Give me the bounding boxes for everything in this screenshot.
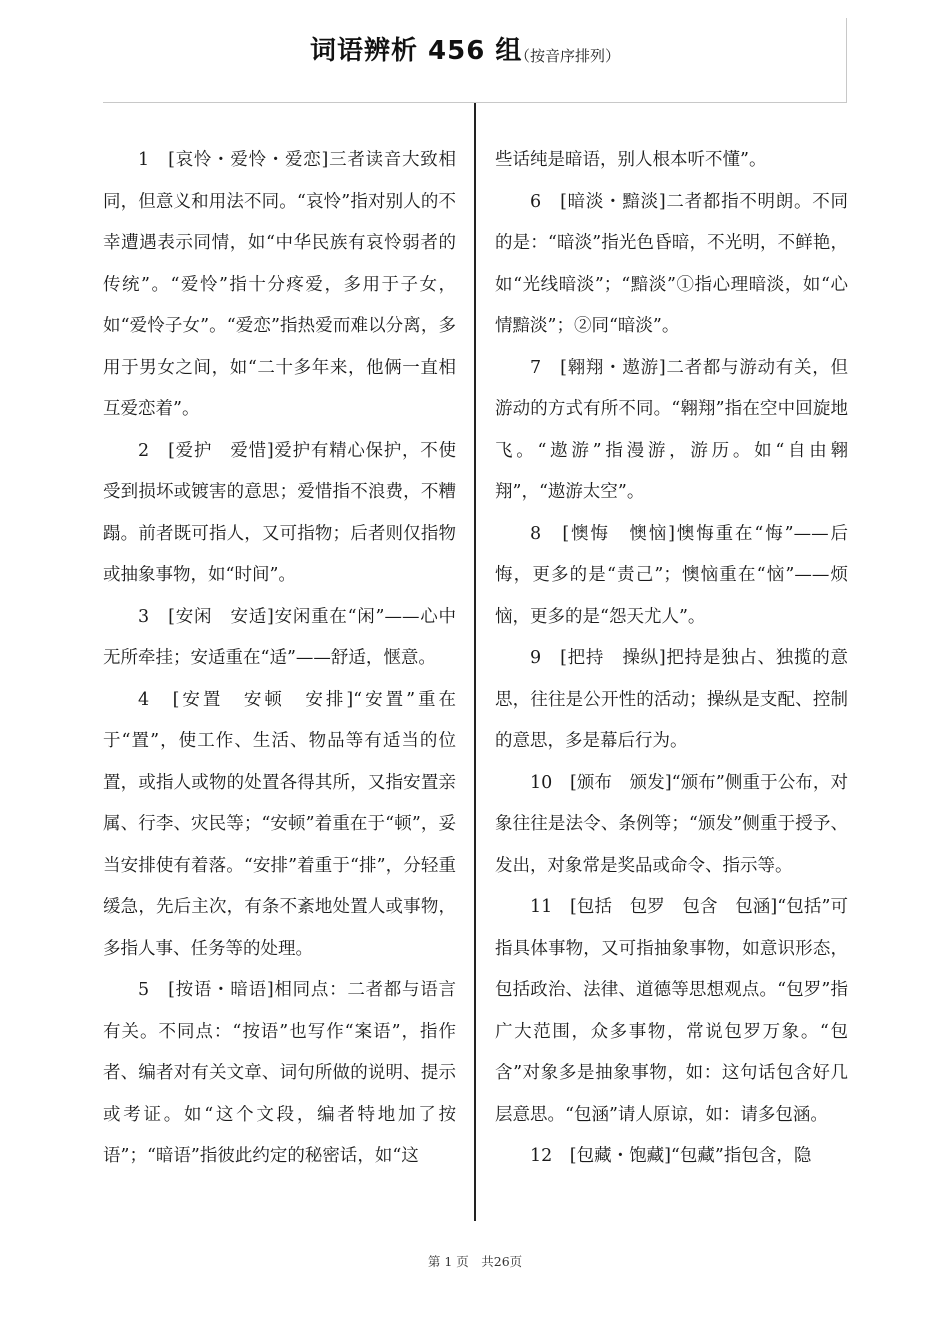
entry-4: 4 [安置 安顿 安排]“安置”重在于“置”，使工作、生活、物品等有适当的位置，或指人或物的处置各得其所，又指安置亲属、行李、灾民等；“安顿”着重在于“顿”，妥当安排使有着落。“安排”着重于“排”，分轻重缓急，先后主次，有条不紊地处置人或事物，多指人事、任务等的处理。: [103, 689, 456, 959]
entry-5-continued: 些话纯是暗语，别人根本听不懂”。: [495, 150, 767, 170]
entry-6: 6 [暗淡・黯淡]二者都指不明朗。不同的是：“暗淡”指光色昏暗，不光明，不鲜艳，如“光线暗淡”；“黯淡”①指心理暗淡，如“心情黯淡”；②同“暗淡”。: [495, 191, 848, 336]
column-divider: [474, 103, 476, 1221]
right-column: [495, 140, 848, 1178]
entry-12: 12 [包藏・饱藏]“包藏”指包含，隐: [530, 1146, 812, 1166]
left-column: [103, 140, 456, 1178]
header-frame-edge: [846, 18, 847, 103]
entry-10: 10 [颁布 颁发]“颁布”侧重于公布，对象往往是法令、条例等；“颁发”侧重于授予、发出，对象常是奖品或命令、指示等。: [495, 772, 848, 876]
entry-7: 7 [翱翔・遨游]二者都与游动有关，但游动的方式有所不同。“翱翔”指在空中回旋地飞。“遨游”指漫游，游历。如“自由翱翔”，“遨游太空”。: [495, 357, 848, 502]
entry-11: 11 [包括 包罗 包含 包涵]“包括”可指具体事物，又可指抽象事物，如意识形态，包括政治、法律、道德等思想观点。“包罗”指广大范围，众多事物，常说包罗万象。“包含”对象多是抽象事物，如：这句话包含好几层意思。“包涵”请人原谅，如：请多包涵。: [495, 897, 848, 1125]
document-title: 词语辨析 456 组: [310, 36, 523, 66]
entry-3: 3 [安闲 安适]安闲重在“闲”——心中无所牵挂；安适重在“适”——舒适，惬意。: [103, 606, 456, 668]
entry-2: 2 [爱护 爱惜]爱护有精心保护，不使受到损坏或镀害的意思；爱惜指不浪费，不糟蹋。前者既可指人，又可指物；后者则仅指物或抽象事物，如“时间”。: [103, 440, 456, 585]
document-subtitle: （按音序排列）: [515, 47, 621, 65]
entry-8: 8 [懊悔 懊恼]懊悔重在“悔”——后悔，更多的是“责己”；懊恼重在“恼”——烦恼，更多的是“怨天尤人”。: [495, 523, 848, 627]
entry-9: 9 [把持 操纵]把持是独占、独揽的意思，往往是公开性的活动；操纵是支配、控制的意思，多是幕后行为。: [495, 648, 848, 751]
page-footer: 第 1 页 共26页: [427, 1254, 523, 1269]
entry-1: 1 [哀怜・爱怜・爱恋]三者读音大致相同，但意义和用法不同。“哀怜”指对别人的不幸遭遇表示同情，如“中华民族有哀怜弱者的传统”。“爱怜”指十分疼爱，多用于子女，如“爱怜子女”。“爱恋”指热爱而难以分离，多用于男女之间，如“二十多年来，他俩一直相互爱恋着”。: [103, 150, 456, 419]
entry-5: 5 [按语・暗语]相同点：二者都与语言有关。不同点：“按语”也写作“案语”，指作者、编者对有关文章、词句所做的说明、提示或考证。如“这个文段，编者特地加了按语”；“暗语”指彼此约定的秘密话，如“这: [103, 980, 456, 1166]
